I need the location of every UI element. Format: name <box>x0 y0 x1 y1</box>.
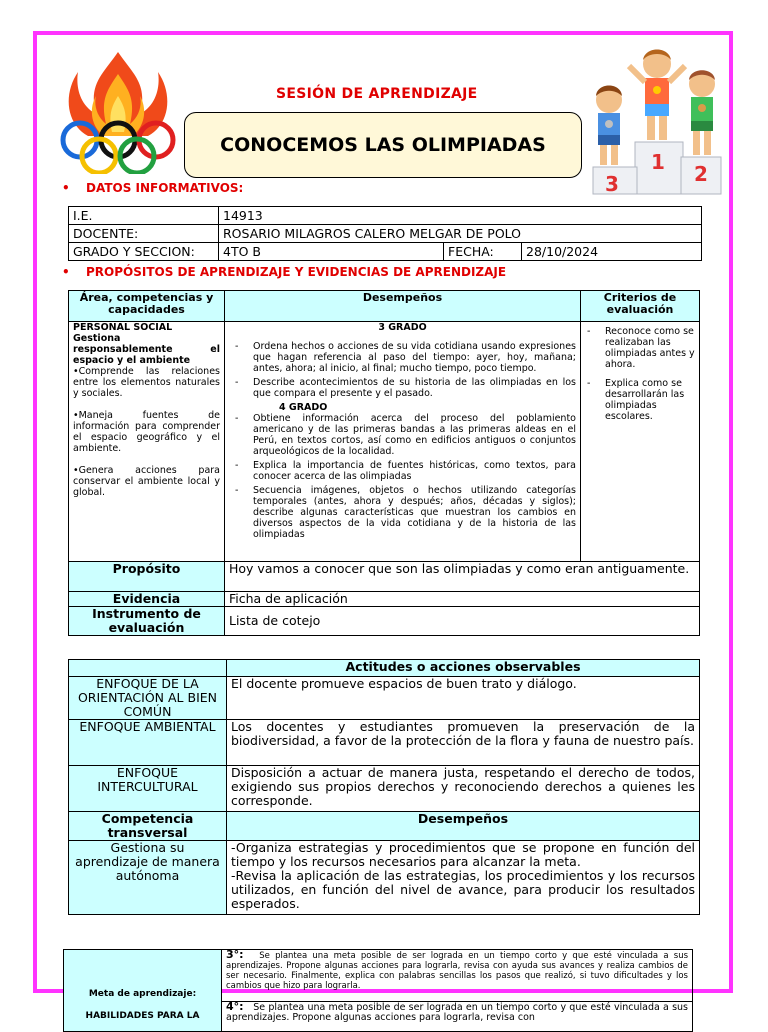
area-name: PERSONAL SOCIAL <box>73 322 173 333</box>
table-row <box>69 592 700 607</box>
podium-second: 2 <box>694 162 708 186</box>
evidencia-label: Evidencia <box>69 592 225 607</box>
enfoques-corner <box>69 660 227 677</box>
grado-label: GRADO Y SECCION: <box>69 243 219 261</box>
fecha-value: 28/10/2024 <box>522 243 702 261</box>
competencia-name: Gestiona responsablemente el espacio y el ambiente <box>73 333 220 366</box>
section-propositos-label: PROPÓSITOS DE APRENDIZAJE Y EVIDENCIAS DE APRENDIZAJE <box>86 265 507 279</box>
table-row <box>69 322 700 562</box>
section-propositos: • PROPÓSITOS DE APRENDIZAJE Y EVIDENCIAS DE APRENDIZAJE <box>62 265 507 279</box>
table-header-row <box>69 660 700 677</box>
docente-value: ROSARIO MILAGROS CALERO MELGAR DE POLO <box>219 225 702 243</box>
capacidad-item: •Comprende las relaciones entre los elementos naturales y sociales. <box>73 366 220 399</box>
desempeno-item: - Explica la importancia de fuentes históricas, como textos, para conocer acerca de las olimpiadas <box>229 460 576 482</box>
criterios-cell <box>581 322 700 562</box>
meta-4-text: Se plantea una meta posible de ser lograda en un tiempo corto y que esté vinculada a sus aprendizajes. Propone algunas acciones para lograrla, revisa con <box>226 1002 689 1023</box>
desempenos-cell <box>225 322 581 562</box>
podium-illustration <box>585 42 727 197</box>
docente-label: DOCENTE: <box>69 225 219 243</box>
table-row <box>69 607 700 636</box>
session-title: SESIÓN DE APRENDIZAJE <box>276 86 478 102</box>
table-row <box>69 225 702 243</box>
competencias-table <box>68 290 700 636</box>
desempeno-item: - Obtiene información acerca del proceso del poblamiento americano y de las primeras bandas a las primeras aldeas en el Perú, en textos cortos, así como en edificios antiguos o conjuntos arqueológicos de la localidad. <box>229 413 576 457</box>
capacidad-item: •Maneja fuentes de información para comprender el espacio geográfico y el ambiente. <box>73 410 220 454</box>
enfoque-text: Los docentes y estudiantes promueven la preservación de la biodiversidad, a favor de la protección de la flora y fauna de nuestro país. <box>227 720 700 766</box>
proposito-label: Propósito <box>69 562 225 592</box>
section-datos: • DATOS INFORMATIVOS: <box>62 181 244 195</box>
habilidades-label: HABILIDADES PARA LA <box>85 1010 200 1021</box>
meta-4-number: 4°: <box>226 1000 244 1013</box>
fecha-label: FECHA: <box>444 243 522 261</box>
evidencia-value: Ficha de aplicación <box>225 592 700 607</box>
ie-label: I.E. <box>69 207 219 225</box>
criterio-item: - Explica como se desarrollarán las olimpiadas escolares. <box>585 378 695 422</box>
table-row <box>69 841 700 915</box>
proposito-value: Hoy vamos a conocer que son las olimpiadas y como eran antiguamente. <box>225 562 700 592</box>
table-row <box>69 207 702 225</box>
grado-value: 4TO B <box>219 243 444 261</box>
enfoque-text: Disposición a actuar de manera justa, respetando el derecho de todos, exigiendo sus propios derechos y reconociendo derechos a quienes les corresponde. <box>227 766 700 812</box>
grade3-heading: 3 GRADO <box>378 322 427 333</box>
ie-value: 14913 <box>219 207 702 225</box>
grade4-heading: 4 GRADO <box>279 402 328 413</box>
meta-3-text: Se plantea una meta posible de ser lograda en un tiempo corto y que esté vinculada a sus aprendizajes. Propone algunas acciones para lograrla, revisa con ayuda sus avances y realiza cambios de ser necesario. Finalmente, explica con palabras sencillas los pasos que realizó, si tuvo dificultades y los cambios que hizo para lograrla. <box>226 951 689 991</box>
desempeno-item: - Describe acontecimientos de su historia de las olimpiadas en los que compara el presente y el pasado. <box>229 377 576 399</box>
col-desempenos: Desempeños <box>225 291 581 322</box>
section-datos-label: DATOS INFORMATIVOS: <box>86 181 244 195</box>
instrumento-value: Lista de cotejo <box>225 607 700 636</box>
info-table <box>68 206 702 261</box>
meta-4-cell <box>222 1002 693 1032</box>
enfoque-text: El docente promueve espacios de buen trato y diálogo. <box>227 677 700 720</box>
desempenos-cell <box>227 841 700 915</box>
enfoque-label: ENFOQUE AMBIENTAL <box>69 720 227 766</box>
main-title: CONOCEMOS LAS OLIMPIADAS <box>184 112 582 178</box>
table-header-row <box>69 291 700 322</box>
competencia-transversal-value: Gestiona su aprendizaje de manera autónoma <box>69 841 227 915</box>
actitudes-header: Actitudes o acciones observables <box>227 660 700 677</box>
enfoque-label: ENFOQUE INTERCULTURAL <box>69 766 227 812</box>
table-row <box>69 243 702 261</box>
table-row <box>64 950 693 1002</box>
enfoques-table <box>68 659 700 915</box>
enfoque-label: ENFOQUE DE LA ORIENTACIÓN AL BIEN COMÚN <box>69 677 227 720</box>
podium-third: 3 <box>605 172 619 196</box>
criterio-item: - Reconoce como se realizaban las olimpiadas antes y ahora. <box>585 326 695 370</box>
table-row <box>69 720 700 766</box>
capacidad-item: •Genera acciones para conservar el ambiente local y global. <box>73 465 220 498</box>
podium-first: 1 <box>651 150 665 174</box>
desempenos-label: Desempeños <box>227 812 700 841</box>
desempeno-line: -Organiza estrategias y procedimientos que se propone en función del tiempo y los recursos necesarios para alcanzar la meta. <box>231 840 695 869</box>
desempeno-item: - Secuencia imágenes, objetos o hechos utilizando categorías temporales (antes, ahora y después; años, décadas y siglos); describe algunas características que muestran los cambios en diversos aspectos de la vida cotidiana y de la historia de las olimpiadas <box>229 485 576 540</box>
area-cell <box>69 322 225 562</box>
competencia-transversal-label: Competencia transversal <box>69 812 227 841</box>
meta-3-number: 3°: <box>226 948 244 961</box>
meta-label-cell <box>64 950 222 1032</box>
instrumento-label: Instrumento de evaluación <box>69 607 225 636</box>
olympic-logo <box>48 44 188 174</box>
meta-table <box>63 949 693 1032</box>
meta-3-cell <box>222 950 693 1002</box>
desempeno-line: -Revisa la aplicación de las estrategias, los procedimientos y los recursos utilizados, en función del nivel de avance, para producir los resultados esperados. <box>231 868 695 911</box>
col-area: Área, competencias y capacidades <box>69 291 225 322</box>
desempeno-item: - Ordena hechos o acciones de su vida cotidiana usando expresiones que hagan referencia al paso del tiempo: ayer, hoy, mañana; antes, ahora; al inicio, al final; mucho tiempo, poco tiempo. <box>229 341 576 374</box>
table-row <box>69 766 700 812</box>
col-criterios: Criterios de evaluación <box>581 291 700 322</box>
meta-label: Meta de aprendizaje: <box>88 988 197 999</box>
table-row <box>69 562 700 592</box>
table-header-row <box>69 812 700 841</box>
table-row <box>69 677 700 720</box>
